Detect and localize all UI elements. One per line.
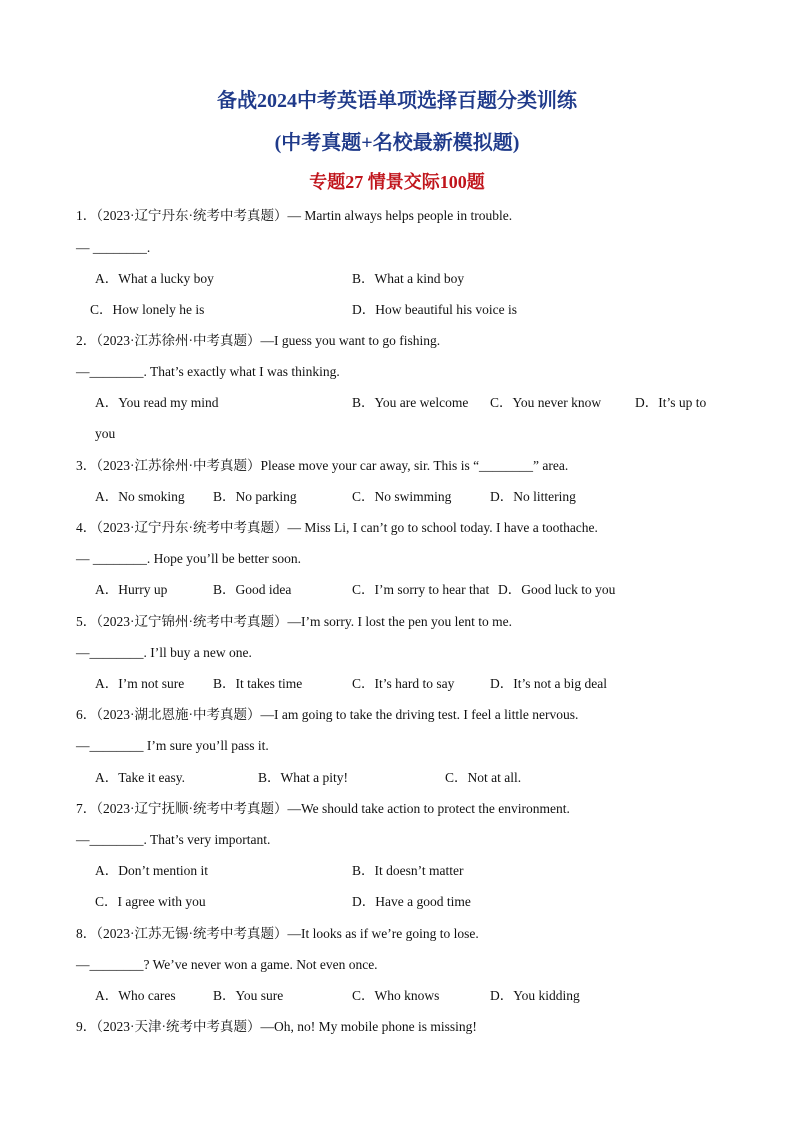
question-1-reply: — ________. [76,240,151,255]
question-5-option-a: A．I’m not sure [95,676,185,691]
question-8-option-a: A．Who cares [95,988,176,1003]
question-9-stem: 9．（2023·天津·统考中考真题）—Oh, no! My mobile phone is missing! [76,1019,477,1034]
document-subtitle: (中考真题+名校最新模拟题) [274,132,520,154]
question-3-stem: 3．（2023·江苏徐州·中考真题）Please move your car away, sir. This is “________” area. [76,458,569,473]
question-5-option-c: C．It’s hard to say [352,676,455,691]
question-7-option-b: B．It doesn’t matter [352,863,464,878]
question-3-option-d: D．No littering [490,489,576,504]
question-2-option-a: A．You read my mind [95,395,219,410]
question-2-option-d-continued: you [95,426,116,441]
question-4-stem: 4．（2023·辽宁丹东·统考中考真题）— Miss Li, I can’t go to school today. I have a toothache. [76,520,598,535]
question-7-option-c: C．I agree with you [95,894,206,909]
question-1-option-c: C．How lonely he is [90,302,205,317]
question-6-option-c: C．Not at all. [445,770,522,785]
question-3-option-a: A．No smoking [95,489,185,504]
question-4-reply: — ________. Hope you’ll be better soon. [76,551,301,566]
question-8-option-c: C．Who knows [352,988,440,1003]
question-1-option-a: A．What a lucky boy [95,271,214,286]
question-5-option-b: B．It takes time [213,676,303,691]
question-4-option-a: A．Hurry up [95,582,168,597]
question-5-stem: 5．（2023·辽宁锦州·统考中考真题）—I’m sorry. I lost the pen you lent to me. [76,614,512,629]
question-8-option-d: D．You kidding [490,988,580,1003]
question-2-stem: 2．（2023·江苏徐州·中考真题）—I guess you want to go fishing. [76,333,441,348]
question-2-option-c: C．You never know [490,395,602,410]
question-1-stem: 1．（2023·辽宁丹东·统考中考真题）— Martin always helps people in trouble. [76,208,513,223]
question-6-option-b: B．What a pity! [258,770,348,785]
question-3-option-c: C．No swimming [352,489,452,504]
document-title: 备战2024中考英语单项选择百题分类训练 [217,90,577,112]
question-5-option-d: D．It’s not a big deal [490,676,607,691]
question-7-stem: 7．（2023·辽宁抚顺·统考中考真题）—We should take action to protect the environment. [76,801,570,816]
question-1-option-d: D．How beautiful his voice is [352,302,517,317]
question-4-option-b: B．Good idea [213,582,292,597]
question-6-reply: —________ I’m sure you’ll pass it. [76,738,269,753]
question-2-option-b: B．You are welcome [352,395,469,410]
question-8-stem: 8．（2023·江苏无锡·统考中考真题）—It looks as if we’re going to lose. [76,926,479,941]
question-7-reply: —________. That’s very important. [76,832,271,847]
question-2-reply: —________. That’s exactly what I was thinking. [76,364,340,379]
question-3-option-b: B．No parking [213,489,297,504]
question-8-reply: —________? We’ve never won a game. Not even once. [76,957,378,972]
question-4-option-c: C．I’m sorry to hear that [352,582,490,597]
question-4-option-d: D．Good luck to you [498,582,616,597]
question-1-option-b: B．What a kind boy [352,271,465,286]
question-5-reply: —________. I’ll buy a new one. [76,645,252,660]
question-8-option-b: B．You sure [213,988,284,1003]
question-7-option-a: A．Don’t mention it [95,863,208,878]
topic-heading: 专题27 情景交际100题 [309,172,485,192]
question-2-option-d: D．It’s up to [635,395,707,410]
question-6-option-a: A．Take it easy. [95,770,186,785]
question-7-option-d: D．Have a good time [352,894,471,909]
question-6-stem: 6．（2023·湖北恩施·中考真题）—I am going to take the driving test. I feel a little nervous. [76,707,579,722]
